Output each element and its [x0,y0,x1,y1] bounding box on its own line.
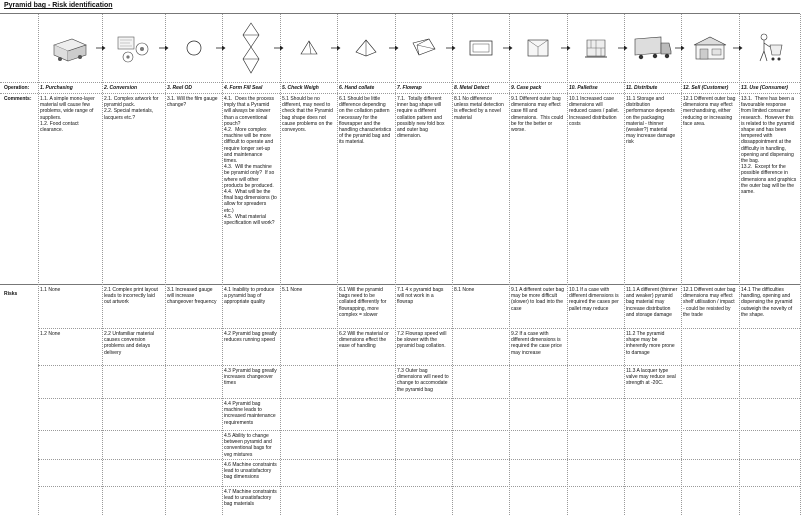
metal-detector-icon [452,18,509,78]
reel-circle-icon [165,18,222,78]
comment-cell: 11.1 Storage and distribution performance depends on the packaging material - thinner (weaker?) material may increase damage risk [626,96,677,146]
risk-cell: 6.1 Will the pyramid bags need to be collated differently for flowrapping, more complex = slower [339,287,388,318]
risk-cell: 11.1 A different (thinner and weaker) pyramid bag material may increase distribution and storage damage [626,287,679,318]
divider-comments [0,93,800,94]
comment-cell: 5.1 Should be no different, may need to check that the Pyramid bag shape does not cause problems on the conveyors. [282,96,335,134]
process-diagram-row [38,18,800,78]
column-divider [222,14,223,515]
risk-cell: 4.3 Pyramid bag greatly increases changeover times [224,368,279,387]
title-underline [0,13,800,14]
pallet-stack-icon [567,18,624,78]
risk-cell: 3.1 Increased gauge will increase changeover frequency [167,287,217,306]
column-divider [38,14,39,515]
operation-label: 13. Use (Consumer) [741,85,788,91]
case-box-icon [509,18,567,78]
risk-cell: 7.3 Outer bag dimensions will need to change to accomodate the pyramid bag [397,368,451,393]
comment-cell: 12.1 Different outer bag dimensions may effect merchandising, either reducing or increasing face area. [683,96,737,127]
flowrap-pack-icon [395,18,452,78]
risk-cell: 2.1 Complex print layout leads to incorrectly laid out artwork [104,287,160,306]
consumer-trolley-icon [739,18,800,78]
risk-cell: 1.1 None [40,287,61,293]
operation-label: 8. Metal Detect [454,85,490,91]
risk-cell: 4.1 Inability to produce a pyramid bag of appropriate quality [224,287,276,306]
operation-label: 5. Check Weigh [282,85,319,91]
ffs-machine-icon [222,18,280,78]
column-divider [102,14,103,515]
comment-cell: 9.1 Different outer bag dimensions may effect case fill and dimensions. This could be for the better or worse. [511,96,565,134]
divider-risks [0,284,800,285]
operation-label: 1. Purchasing [40,85,73,91]
risk-cell: 11.2 The pyramid shape may be inherently more prone to damage [626,331,677,356]
risk-cell: 9.1 A different outer bag may be more difficult (slower) to load into the case [511,287,566,312]
risk-cell: 1.2 None [40,331,61,337]
shop-icon [681,18,739,78]
risk-row-divider [38,459,800,460]
comments-row-label: Comments: [4,96,32,102]
operation-label: 2. Conversion [104,85,138,91]
lorry-icon [624,18,681,78]
comment-cell: 2.1. Complex artwork for pyramid pack. 2.2. Special materials, lacquers etc.? [104,96,159,121]
column-divider [395,14,396,515]
pyramid-bag-icon [280,18,337,78]
operation-label: 4. Form Fill Seal [224,85,263,91]
risk-row-divider [38,328,800,329]
comment-cell: 8.1 No difference unless metal detection is effected by a novel material [454,96,506,121]
page-title: Pyramid bag - Risk identification [4,2,113,9]
risk-cell: 10.1 If a case with different dimensions is required the cases per pallet may reduce [569,287,621,312]
column-divider [165,14,166,515]
operation-label: 3. Reel OD [167,85,193,91]
pyramid-bag-flat-icon [337,18,395,78]
comment-cell: 1.1. A simple mono-layer material will cause few problems, wide range of suppliers. 1.2. Food contact clearance. [40,96,95,134]
comment-cell: 6.1 Should be little difference depending on the collation pattern necessary for the flowrapper and the handling characteristics of the pyramid bag and its material. [339,96,393,146]
risk-cell: 5.1 None [282,287,303,293]
risk-row-divider [38,430,800,431]
comment-cell: 10.1 Increased case dimensions will reduced cases / pallet. Increased distribution costs [569,96,621,127]
risk-cell: 2.2 Unfamiliar material causes conversion problems and delays delivery [104,331,156,356]
column-divider [337,14,338,515]
truck-delivery-icon [38,18,102,78]
column-divider [624,14,625,515]
operation-label: 11. Distribute [626,85,658,91]
risk-cell: 7.2 Flowrap speed will be slower with the pyramid bag collation. [397,331,448,350]
divider-operation [0,82,800,83]
comment-cell: 7.1. Totally different inner bag shape will require a different collation pattern and possibly new fold box and outer bag dimension. [397,96,446,140]
operation-label: 6. Hand collate [339,85,375,91]
operation-label: 12. Sell (Customer) [683,85,729,91]
operation-label: 7. Flowrap [397,85,422,91]
risk-row-divider [38,486,800,487]
column-divider [567,14,568,515]
column-divider [509,14,510,515]
comment-cell: 13.1. There has been a favourable response from limited consumer research. However this is related to the pyramid shape and has been tempered with dissappointment at the difficulty in handling, opening and dispensing the bag. 13.2. Except for the possible difference in dimensions and graphics the outer bag will be the same. [741,96,797,196]
column-divider [739,14,740,515]
risk-cell: 12.1 Different outer bag dimensions may effect shelf utilisation / impact - could be resisted by the trade [683,287,737,318]
risk-row-divider [38,398,800,399]
risk-cell: 4.4 Pyramid bag machine leads to increased maintenance requirements [224,401,278,426]
risk-cell: 8.1 None [454,287,475,293]
operation-label: 9. Case pack [511,85,542,91]
risk-cell: 14.1 The difficulties handling, opening and dispensing the pyramid outweigh the novelty of the shape. [741,287,794,318]
operation-label: 10. Palletise [569,85,598,91]
column-divider [452,14,453,515]
risks-row-label: Risks [4,291,18,297]
comment-cell: 3.1. Will the film gauge change? [167,96,219,109]
operation-row-label: Operation: [4,85,30,91]
risk-cell: 4.2 Pyramid bag greatly reduces running speed [224,331,279,344]
column-divider [681,14,682,515]
risk-cell: 9.2 If a case with different dimensions is required the case price may increase [511,331,564,356]
comment-cell: 4.1. Does the process imply that a Pyramid will always be slower than a conventional pouch? 4.2. More complex machine will be more difficult to operate and require longer set-up and maintenance times. 4.3. Will the machine be pyramid only? If so where will other products be produced. 4.4. What will be the final bag dimensions (to allow for spreaders etc.) 4.5. What material specification will work? [224,96,277,227]
risk-cell: 4.6 Machine constraints lead to unsatisfactory bag dimensions [224,462,279,481]
risk-cell: 4.5 Ability to change between pyramid and conventional bags for veg mixtures [224,433,274,458]
risk-cell: 7.1 4 x pyramid bags will not work in a flowrap [397,287,445,306]
column-divider [280,14,281,515]
risk-row-divider [38,365,800,366]
risk-cell: 11.3 A lacquer type valve may reduce seal strength at -20C. [626,368,678,387]
risk-cell: 6.2 Will the material or dimensions effect the ease of handling [339,331,391,350]
printed-rolls-icon [102,18,165,78]
risk-cell: 4.7 Machine constraints lead to unsatisfactory bag materials [224,489,279,508]
